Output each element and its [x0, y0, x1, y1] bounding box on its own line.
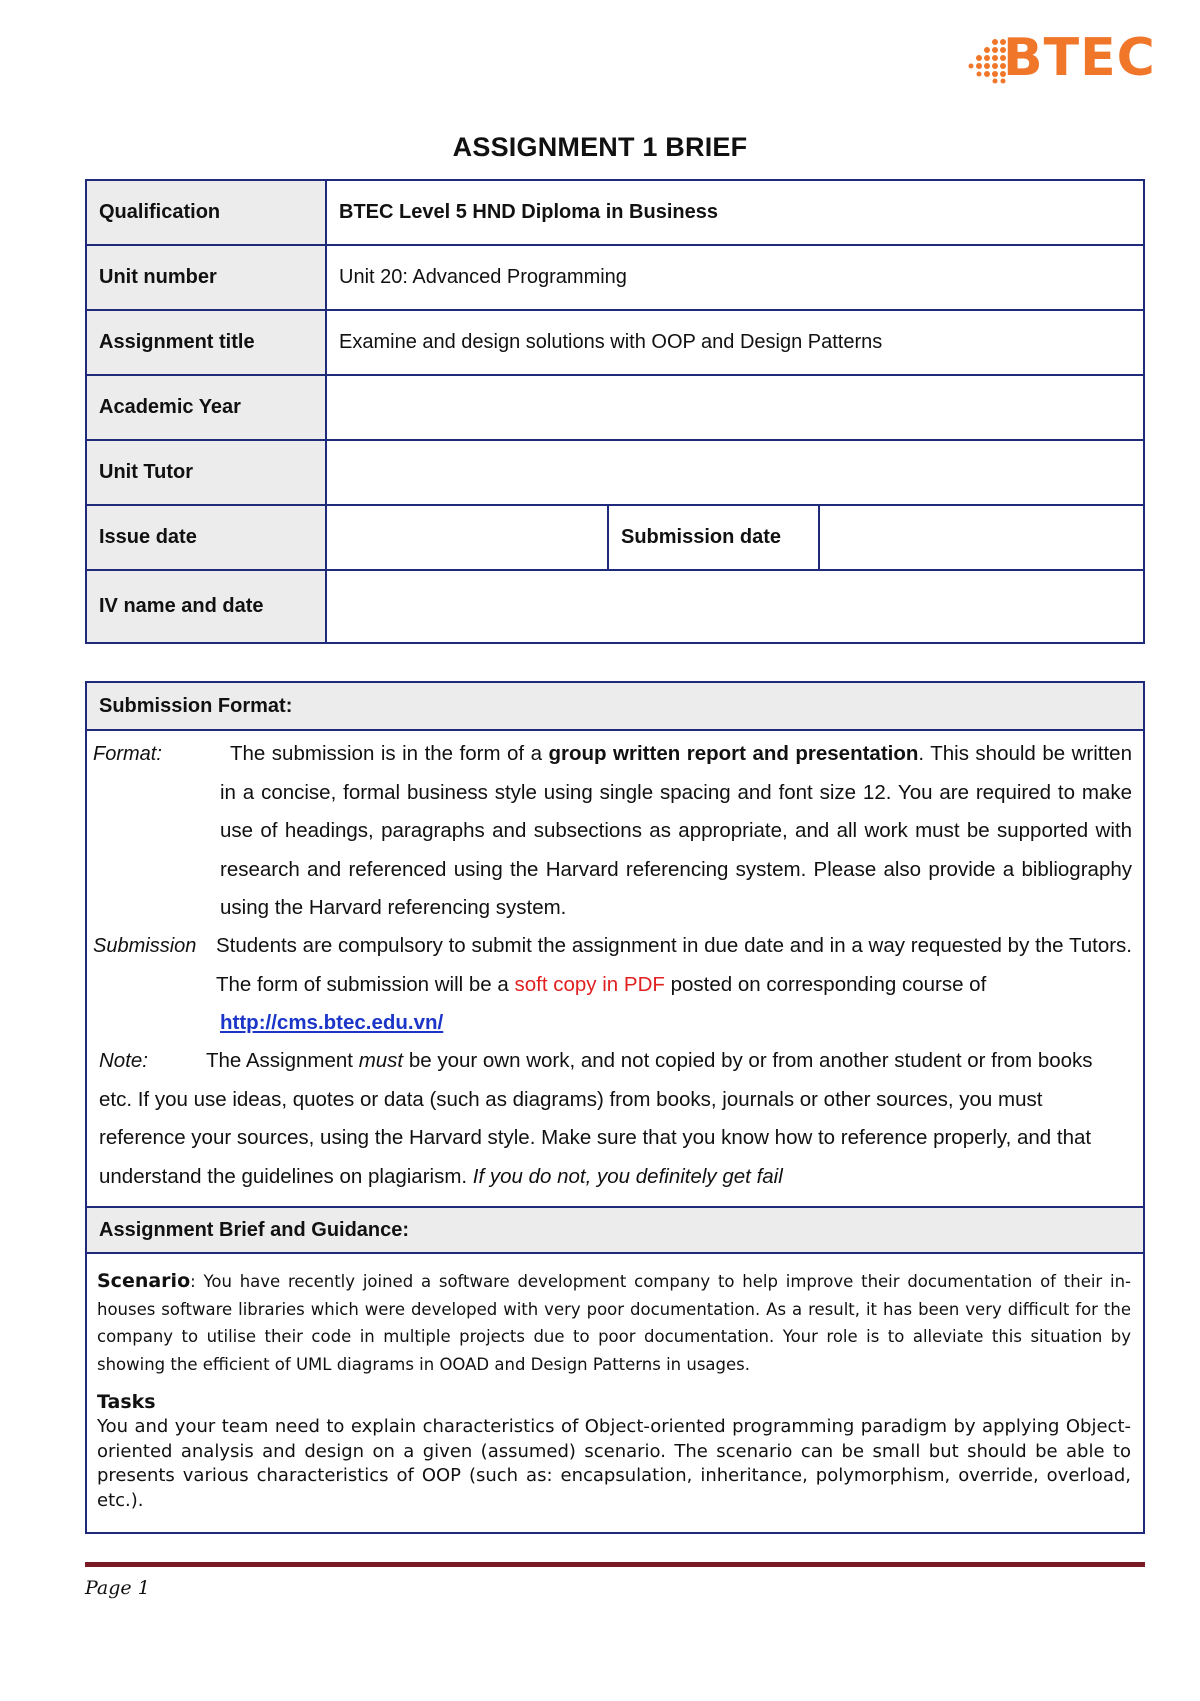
page-title: ASSIGNMENT 1 BRIEF [452, 132, 748, 162]
row-unit-number [87, 246, 1143, 311]
row-academic-year [87, 376, 1143, 441]
scenario-label: Scenario [97, 1270, 191, 1292]
submission-paragraph [216, 927, 1132, 1043]
scenario-text: : You have recently joined a software development company to help improve their documentation of their in-houses software libraries which were developed with very poor documentation. As a result, it has been very difficult for the company to utilise their code in multiple projects due to poor documentation. Your role is to alleviate this situation by showing the efficient of UML diagrams in OOAD and Design Patterns in usages. [97, 1272, 1131, 1374]
note-text-1: The Assignment [206, 1049, 359, 1072]
btec-logo-text: BTEC [1003, 28, 1156, 88]
format-text-1: The submission is in the form of a [230, 742, 549, 765]
qualification-label: Qualification [87, 181, 327, 244]
note-must: must [358, 1049, 404, 1072]
unit-tutor-label: Unit Tutor [87, 441, 327, 504]
format-label: Format: [93, 743, 162, 765]
unit-number-value: Unit 20: Advanced Programming [339, 266, 627, 288]
cms-link[interactable]: http://cms.btec.edu.vn/ [220, 1011, 444, 1034]
note-label: Note: [99, 1049, 148, 1072]
tasks-paragraph: You and your team need to explain characteristics of Object-oriented programming paradigm by applying Object-oriented analysis and design on a given (assumed) scenario. The scenario can be small but should be able to presents various characteristics of OOP (such as: encapsulation, inheritance, polymorphism, override, overload, etc.). [97, 1416, 1131, 1511]
row-assignment-title [87, 311, 1143, 376]
submission-label: Submission [93, 935, 197, 957]
assignment-info-table [85, 179, 1145, 644]
submission-section [85, 681, 1145, 1534]
iv-name-label: IV name and date [87, 571, 327, 642]
submission-date-value[interactable] [820, 506, 1143, 569]
row-qualification [87, 181, 1143, 246]
footer-rule [85, 1562, 1145, 1567]
qualification-value: BTEC Level 5 HND Diploma in Business [339, 201, 718, 223]
assignment-title-value: Examine and design solutions with OOP and Design Patterns [339, 331, 883, 353]
btec-logo [965, 30, 1165, 90]
format-bold: group written report and presentation [548, 742, 919, 765]
row-issue-date [87, 506, 1143, 571]
format-paragraph [220, 735, 1132, 928]
issue-date-value[interactable] [327, 506, 609, 569]
academic-year-value[interactable] [327, 376, 1143, 439]
submission-date-label: Submission date [609, 506, 820, 569]
row-unit-tutor [87, 441, 1143, 506]
page-number: Page 1 [85, 1577, 150, 1599]
tasks-heading: Tasks [97, 1391, 156, 1413]
note-warning: If you do not, you definitely get fail [472, 1164, 783, 1188]
row-iv-name [87, 571, 1143, 642]
unit-tutor-value[interactable] [327, 441, 1143, 504]
assignment-title-label: Assignment title [87, 311, 327, 374]
unit-number-label: Unit number [87, 246, 327, 309]
issue-date-label: Issue date [87, 506, 327, 569]
soft-copy-highlight: soft copy in PDF [514, 972, 665, 996]
iv-name-value[interactable] [327, 571, 1143, 642]
guidance-heading: Assignment Brief and Guidance: [87, 1206, 1143, 1254]
submission-text-2: posted on corresponding course of [664, 972, 987, 996]
academic-year-label: Academic Year [87, 376, 327, 439]
submission-text-1: Students are compulsory to submit the assignment in due date and in a way requested by the Tutors. The form of submission will be a [216, 934, 1132, 996]
scenario-paragraph [97, 1268, 1131, 1378]
note-text-2: be your own work, and not copied by or from another student or from books etc. If you use ideas, quotes or data (such as diagrams) from books, journals or other sources, you must reference your sources, using the Harvard style. Make sure that you know how to reference properly, and that understand the guidelines on plagiarism. [99, 1049, 1093, 1188]
submission-format-heading: Submission Format: [87, 683, 1143, 731]
format-text-2: . This should be written in a concise, formal business style using single spacing and font size 12. You are required to make use of headings, paragraphs and subsections as appropriate, and all work must be supported with research and referenced using the Harvard referencing system. Please also provide a bibliography using the Harvard referencing system. [220, 742, 1132, 919]
note-paragraph [99, 1042, 1104, 1196]
